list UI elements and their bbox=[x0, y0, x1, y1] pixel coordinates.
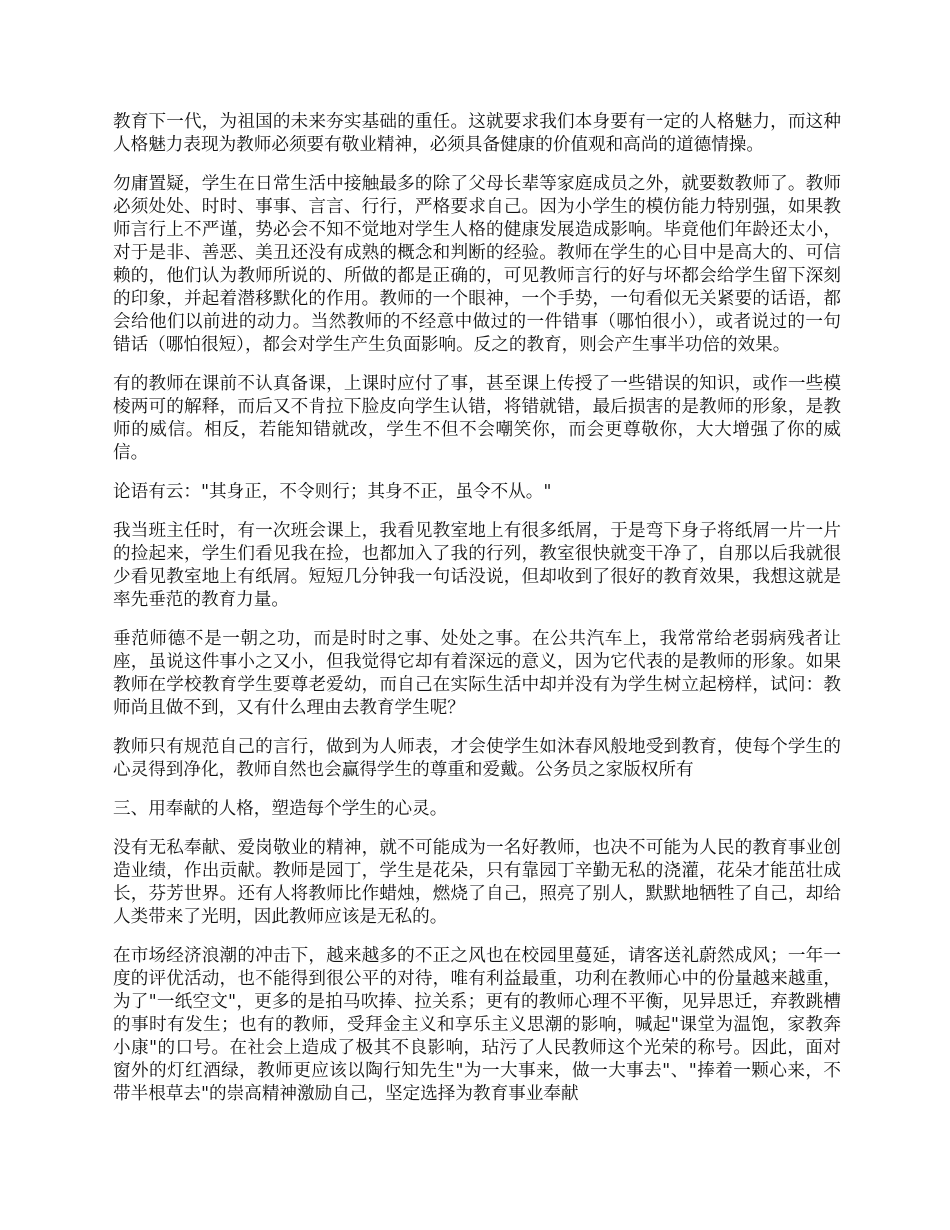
paragraph-10: 在市场经济浪潮的冲击下，越来越多的不正之风也在校园里蔓延，请客送礼蔚然成风；一年一度的评优活动，也不能得到很公平的对待，唯有利益最重，功利在教师心中的份量越来越重，为了"一纸空文"，更多的是拍马吹捧、拉关系；更有的教师心理不平衡，见异思迁，弃教跳槽的事时有发生；也有的教师，受拜金主义和享乐主义思潮的影响，喊起"课堂为温饱，家教奔小康"的口号。在社会上造成了极其不良影响，玷污了人民教师这个光荣的称号。因此，面对窗外的灯红酒绿，教师更应该以陶行知先生"为一大事来，做一大事去"、"捧着一颗心来，不带半根草去"的崇高精神激励自己，坚定选择为教育事业奉献 bbox=[113, 946, 841, 1104]
paragraph-1: 教育下一代，为祖国的未来夯实基础的重任。这就要求我们本身要有一定的人格魅力，而这种人格魅力表现为教师必须要有敬业精神，必须具备健康的价值观和高尚的道德情操。 bbox=[113, 112, 841, 155]
paragraph-2: 勿庸置疑，学生在日常生活中接触最多的除了父母长辈等家庭成员之外，就要数教师了。教师必须处处、时时、事事、言言、行行，严格要求自己。因为小学生的模仿能力特别强，如果教师言行上不严谨，势必会不知不觉地对学生人格的健康发展造成影响。毕竟他们年龄还太小，对于是非、善恶、美丑还没有成熟的概念和判断的经验。教师在学生的心目中是高大的、可信赖的，他们认为教师所说的、所做的都是正确的，可见教师言行的好与坏都会给学生留下深刻的印象，并起着潜移默化的作用。教师的一个眼神，一个手势，一句看似无关紧要的话语，都会给他们以前进的动力。当然教师的不经意中做过的一件错事（哪怕很小），或者说过的一句错话（哪怕很短），都会对学生产生负面影响。反之的教育，则会产生事半功倍的效果。 bbox=[113, 174, 841, 355]
paragraph-6: 垂范师德不是一朝之功，而是时时之事、处处之事。在公共汽车上，我常常给老弱病残者让座，虽说这件事小之又小，但我觉得它却有着深远的意义，因为它代表的是教师的形象。如果教师在学校教育学生要尊老爱幼，而自己在实际生活中却并没有为学生树立起榜样，试问：教师尚且做不到，又有什么理由去教育学生呢？ bbox=[113, 629, 841, 718]
paragraph-7: 教师只有规范自己的言行，做到为人师表，才会使学生如沐春风般地受到教育，使每个学生的心灵得到净化，教师自然也会赢得学生的尊重和爱戴。公务员之家版权所有 bbox=[113, 737, 841, 780]
document-page bbox=[113, 111, 841, 1122]
paragraph-5: 我当班主任时，有一次班会课上，我看见教室地上有很多纸屑，于是弯下身子将纸屑一片一片的捡起来，学生们看见我在捡，也都加入了我的行列，教室很快就变干净了，自那以后我就很少看见教室地上有纸屑。短短几分钟我一句话没说，但却收到了很好的教育效果，我想这就是率先垂范的教育力量。 bbox=[113, 521, 841, 610]
paragraph-3: 有的教师在课前不认真备课，上课时应付了事，甚至课上传授了一些错误的知识，或作一些模棱两可的解释，而后又不肯拉下脸皮向学生认错，将错就错，最后损害的是教师的形象，是教师的威信。相反，若能知错就改，学生不但不会嘲笑你，而会更尊敬你，大大增强了你的威信。 bbox=[113, 374, 841, 463]
paragraph-9: 没有无私奉献、爱岗敬业的精神，就不可能成为一名好教师，也决不可能为人民的教育事业创造业绩，作出贡献。教师是园丁，学生是花朵，只有靠园丁辛勤无私的浇灌，花朵才能茁壮成长，芬芳世界。还有人将教师比作蜡烛，燃烧了自己，照亮了别人，默默地牺牲了自己，却给人类带来了光明，因此教师应该是无私的。 bbox=[113, 838, 841, 927]
section-heading: 三、用奉献的人格，塑造每个学生的心灵。 bbox=[113, 799, 448, 819]
paragraph-4-quote: 论语有云："其身正，不令则行；其身不正，虽令不从。" bbox=[113, 482, 552, 502]
